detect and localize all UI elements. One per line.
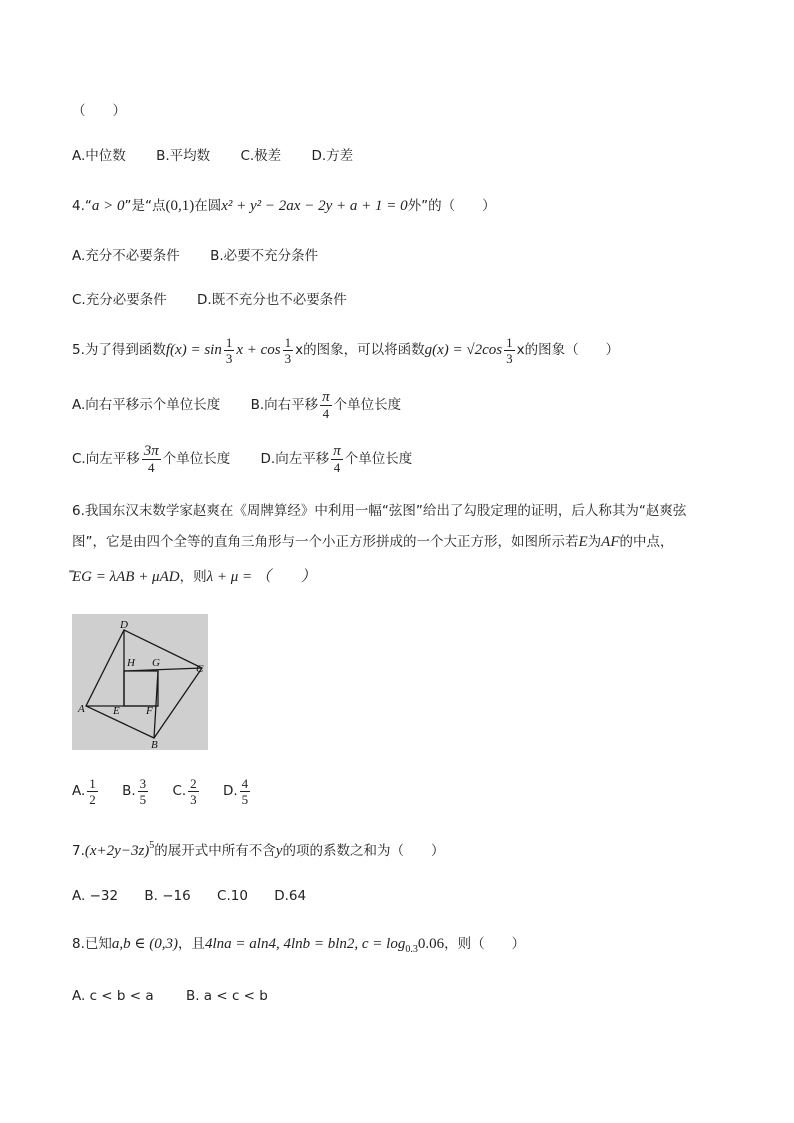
q3-answer-paren: （ ） bbox=[72, 103, 126, 119]
q7-option-c[interactable]: C.10 bbox=[217, 888, 248, 904]
q4-options-row1 bbox=[72, 246, 344, 266]
q7-option-b[interactable]: B. −16 bbox=[144, 888, 191, 904]
q3-options bbox=[72, 146, 379, 166]
q6-option-b[interactable]: B. $\frac{3}{5}$ bbox=[122, 775, 147, 807]
hypotenuse-figure-svg bbox=[72, 614, 208, 750]
q6-option-c[interactable]: C. $\frac{2}{3}$ bbox=[172, 775, 197, 807]
q3-option-c[interactable]: C.极差 bbox=[240, 148, 282, 164]
q7-stem: $7.(x+2y-3z)^5$的展开式中所有不含y的项的系数之和为（ ） bbox=[72, 840, 445, 859]
label-b: B bbox=[151, 739, 158, 750]
q5-option-a[interactable]: A.向右平移示个单位长度 bbox=[72, 397, 221, 413]
label-c: C bbox=[196, 663, 204, 675]
label-e: E bbox=[113, 705, 120, 717]
q3-option-b[interactable]: B.平均数 bbox=[156, 148, 211, 164]
q3-option-a[interactable]: A.中位数 bbox=[72, 148, 126, 164]
q5-options-row2 bbox=[72, 442, 438, 476]
q8-option-a[interactable]: A. c < b < a bbox=[72, 988, 154, 1004]
q5-option-c[interactable]: C.向左平移 $\frac{3\pi}{4}$ 个单位长度 bbox=[72, 442, 231, 475]
outer-square bbox=[86, 630, 202, 738]
q5-stem: 5.为了得到函数f(x) = sin $\frac{1}{3}$ x + cos $\frac{1}{3}$ x的图象，可以将函数g(x) = √2cos $\frac{1}{3}$ x的图象（ ） bbox=[72, 334, 620, 366]
q6-option-d[interactable]: D. $\frac{4}{5}$ bbox=[222, 775, 249, 807]
inner-square bbox=[124, 671, 158, 706]
q4-option-a[interactable]: A.充分不必要条件 bbox=[72, 248, 180, 264]
label-d: D bbox=[120, 619, 128, 631]
q6-vector-equation: ̳̳ EG = λAB + μAD，则λ + μ = （ ） bbox=[72, 567, 316, 587]
q5-options-row1 bbox=[72, 388, 427, 422]
label-f: F bbox=[146, 705, 153, 717]
q6-option-a[interactable]: A. $\frac{1}{2}$ bbox=[72, 775, 96, 807]
zhao-shuang-hypotenuse-diagram bbox=[72, 614, 208, 750]
q6-stem-line2: 图”，它是由四个全等的直角三角形与一个小正方形拼成的一个大正方形，如图所示若E为AF的中点， bbox=[72, 534, 674, 550]
q8-options bbox=[72, 986, 294, 1006]
q6-options bbox=[72, 774, 270, 808]
q5-option-b[interactable]: B.向右平移 $\frac{\pi}{4}$ 个单位长度 bbox=[250, 388, 402, 421]
q4-option-c[interactable]: C.充分必要条件 bbox=[72, 292, 167, 308]
q4-stem: 4.“a > 0”是“点(0,1)在圆x² + y² − 2ax − 2y + a + 1 = 0外”的（ ） bbox=[72, 198, 496, 214]
q8-stem: 8.已知a,b ∈ (0,3)，且4lna = aln4, 4lnb = bln2, $c = \log_{0.3}0.06$，则（ ） bbox=[72, 936, 526, 955]
q6-stem-line1: 6.我国东汉末数学家赵爽在《周牌算经》中利用一幅“弦图”给出了勾股定理的证明，后人称其为“赵爽弦 bbox=[72, 503, 687, 519]
q4-option-d[interactable]: D.既不充分也不必要条件 bbox=[197, 292, 347, 308]
label-g: G bbox=[152, 657, 160, 669]
label-h: H bbox=[127, 657, 135, 669]
q7-option-a[interactable]: A. −32 bbox=[72, 888, 119, 904]
q3-option-d[interactable]: D.方差 bbox=[311, 148, 354, 164]
q7-options bbox=[72, 886, 328, 906]
label-a: A bbox=[78, 703, 85, 715]
q4-options-row2 bbox=[72, 290, 373, 310]
q5-option-d[interactable]: D.向左平移 $\frac{\pi}{4}$ 个单位长度 bbox=[260, 442, 413, 475]
q8-option-b[interactable]: B. a < c < b bbox=[185, 988, 268, 1004]
q4-option-b[interactable]: B.必要不充分条件 bbox=[210, 248, 319, 264]
q7-option-d[interactable]: D.64 bbox=[274, 888, 307, 904]
